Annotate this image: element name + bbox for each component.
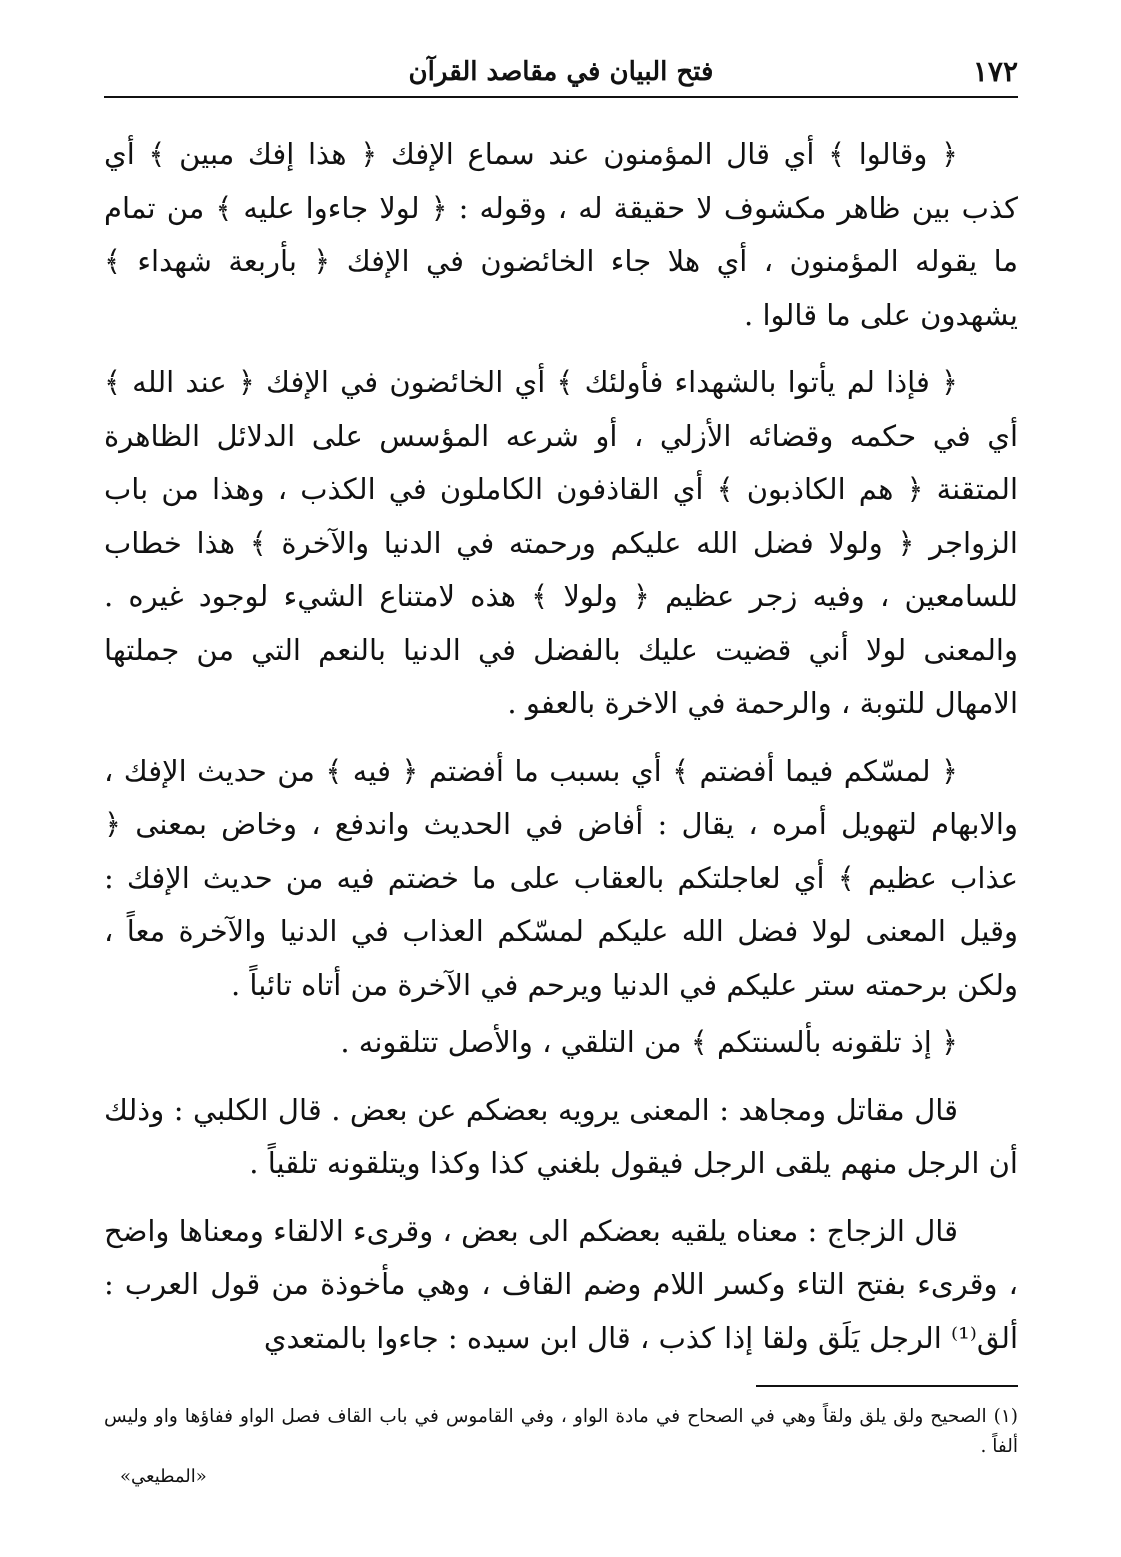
paragraph: ﴿ لمسّكم فيما أفضتم ﴾ أي بسبب ما أفضتم ﴿ فيه ﴾ من حديث الإفك ، والابهام لتهويل أمره ، يقال : أفاض في الحديث واندفع ، وخاض بمعنى ﴿ عذاب عظيم ﴾ أي لعاجلتكم بالعقاب على ما خضتم فيه من حديث الإفك : وقيل المعنى لولا فضل الله عليكم لمسّكم العذاب في الدنيا والآخرة معاً ، ولكن برحمته ستر عليكم في الدنيا ويرحم في الآخرة من أتاه تائباً . xyxy=(104,753,1018,1002)
running-header xyxy=(104,52,1018,98)
paragraph: قال مقاتل ومجاهد : المعنى يرويه بعضكم عن بعض . قال الكلبي : وذلك أن الرجل منهم يلقى الرجل فيقول بلغني كذا وكذا ويتلقونه تلقياً . xyxy=(104,1092,1018,1180)
paragraph: قال الزجاج : معناه يلقيه بعضكم الى بعض ، وقرىء الالقاء ومعناها واضح ، وقرىء بفتح التاء وكسر اللام وضم القاف ، وهي مأخوذة من قول العرب : ألق⁽¹⁾ الرجل يَلَق ولقا إذا كذب ، قال ابن سيده : جاءوا بالمتعدي xyxy=(104,1213,1018,1355)
paragraph: ﴿ وقالوا ﴾ أي قال المؤمنون عند سماع الإفك ﴿ هذا إفك مبين ﴾ أي كذب بين ظاهر مكشوف لا حقيقة له ، وقوله : ﴿ لولا جاءوا عليه ﴾ من تمام ما يقوله المؤمنون ، أي هلا جاء الخائضون في الإفك ﴿ بأربعة شهداء ﴾ يشهدون على ما قالوا . xyxy=(104,137,1018,332)
running-title: فتح البيان في مقاصد القرآن xyxy=(408,57,714,87)
footnote-rule xyxy=(756,1385,1018,1387)
footnote-source: «المطيعي» xyxy=(120,1466,207,1487)
footnote: (١) الصحيح ولق يلق ولقاً وهي في الصحاح في مادة الواو ، وفي القاموس في باب القاف فصل الواو ففاؤها واو وليس ألفاً . xyxy=(104,1406,1018,1457)
paragraph: ﴿ إذ تلقونه بألسنتكم ﴾ من التلقي ، والأصل تتلقونه . xyxy=(340,1025,958,1059)
page-number: ١٧٢ xyxy=(972,55,1018,88)
header-rule xyxy=(104,96,1018,98)
paragraph: ﴿ فإذا لم يأتوا بالشهداء فأولئك ﴾ أي الخائضون في الإفك ﴿ عند الله ﴾ أي في حكمه وقضائه الأزلي ، أو شرعه المؤسس على الدلائل الظاهرة المتقنة ﴿ هم الكاذبون ﴾ أي القاذفون الكاملون في الكذب ، وهذا من باب الزواجر ﴿ ولولا فضل الله عليكم ورحمته في الدنيا والآخرة ﴾ هذا خطاب للسامعين ، وفيه زجر عظيم ﴿ ولولا ﴾ هذه لامتناع الشيء لوجود غيره . والمعنى لولا أني قضيت عليك بالفضل في الدنيا بالنعم التي من جملتها الامهال للتوبة ، والرحمة في الاخرة بالعفو . xyxy=(104,365,1018,720)
body-text xyxy=(104,128,1018,1379)
